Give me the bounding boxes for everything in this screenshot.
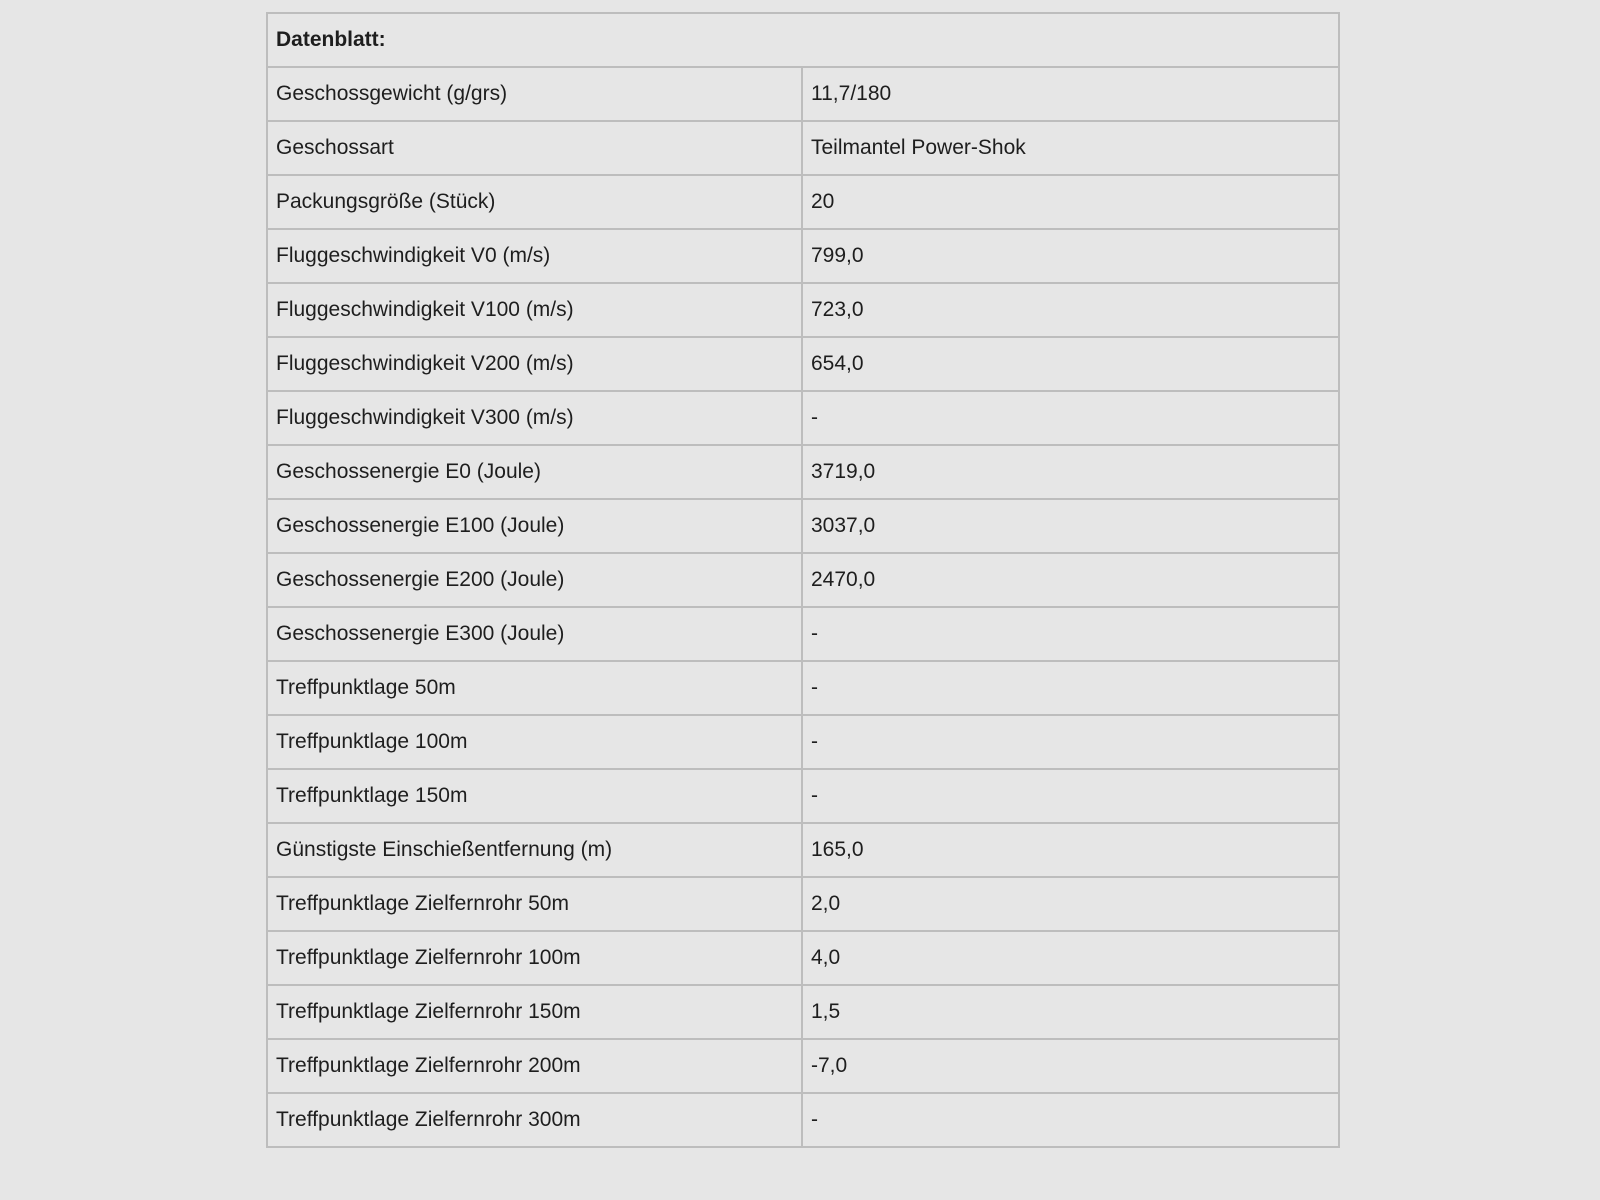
row-value: 1,5 [802, 985, 1339, 1039]
row-value: 3037,0 [802, 499, 1339, 553]
table-row [267, 391, 1339, 445]
row-value: 3719,0 [802, 445, 1339, 499]
row-value: Teilmantel Power-Shok [802, 121, 1339, 175]
row-label: Fluggeschwindigkeit V100 (m/s) [267, 283, 802, 337]
table-row [267, 67, 1339, 121]
table-row [267, 769, 1339, 823]
table-row [267, 1039, 1339, 1093]
table-row [267, 985, 1339, 1039]
row-value: 165,0 [802, 823, 1339, 877]
table-row [267, 175, 1339, 229]
row-label: Fluggeschwindigkeit V0 (m/s) [267, 229, 802, 283]
datasheet-table [266, 12, 1340, 1148]
row-value: - [802, 715, 1339, 769]
table-row [267, 121, 1339, 175]
table-row [267, 283, 1339, 337]
table-row [267, 823, 1339, 877]
row-label: Treffpunktlage Zielfernrohr 300m [267, 1093, 802, 1147]
row-value: - [802, 391, 1339, 445]
row-label: Geschossenergie E0 (Joule) [267, 445, 802, 499]
row-label: Fluggeschwindigkeit V300 (m/s) [267, 391, 802, 445]
row-label: Geschossart [267, 121, 802, 175]
table-row [267, 1093, 1339, 1147]
row-value: - [802, 661, 1339, 715]
row-value: 654,0 [802, 337, 1339, 391]
table-row [267, 553, 1339, 607]
table-row [267, 445, 1339, 499]
row-label: Treffpunktlage Zielfernrohr 50m [267, 877, 802, 931]
row-value: - [802, 769, 1339, 823]
table-row [267, 877, 1339, 931]
table-row [267, 499, 1339, 553]
row-value: 4,0 [802, 931, 1339, 985]
table-row [267, 931, 1339, 985]
table-row [267, 337, 1339, 391]
row-label: Treffpunktlage 150m [267, 769, 802, 823]
row-value: 2470,0 [802, 553, 1339, 607]
row-label: Günstigste Einschießentfernung (m) [267, 823, 802, 877]
table-row [267, 229, 1339, 283]
table-row [267, 715, 1339, 769]
row-label: Packungsgröße (Stück) [267, 175, 802, 229]
row-label: Geschossenergie E300 (Joule) [267, 607, 802, 661]
row-value: 723,0 [802, 283, 1339, 337]
row-label: Treffpunktlage Zielfernrohr 200m [267, 1039, 802, 1093]
row-value: 799,0 [802, 229, 1339, 283]
row-value: - [802, 607, 1339, 661]
table-row [267, 607, 1339, 661]
row-label: Geschossenergie E100 (Joule) [267, 499, 802, 553]
row-value: - [802, 1093, 1339, 1147]
row-value: 2,0 [802, 877, 1339, 931]
table-row [267, 661, 1339, 715]
row-label: Geschossenergie E200 (Joule) [267, 553, 802, 607]
row-label: Treffpunktlage Zielfernrohr 150m [267, 985, 802, 1039]
row-value: -7,0 [802, 1039, 1339, 1093]
row-value: 20 [802, 175, 1339, 229]
datasheet-header-row [267, 13, 1339, 67]
row-label: Treffpunktlage 100m [267, 715, 802, 769]
row-value: 11,7/180 [802, 67, 1339, 121]
row-label: Treffpunktlage 50m [267, 661, 802, 715]
row-label: Treffpunktlage Zielfernrohr 100m [267, 931, 802, 985]
datasheet-title: Datenblatt: [267, 13, 1339, 67]
row-label: Fluggeschwindigkeit V200 (m/s) [267, 337, 802, 391]
row-label: Geschossgewicht (g/grs) [267, 67, 802, 121]
